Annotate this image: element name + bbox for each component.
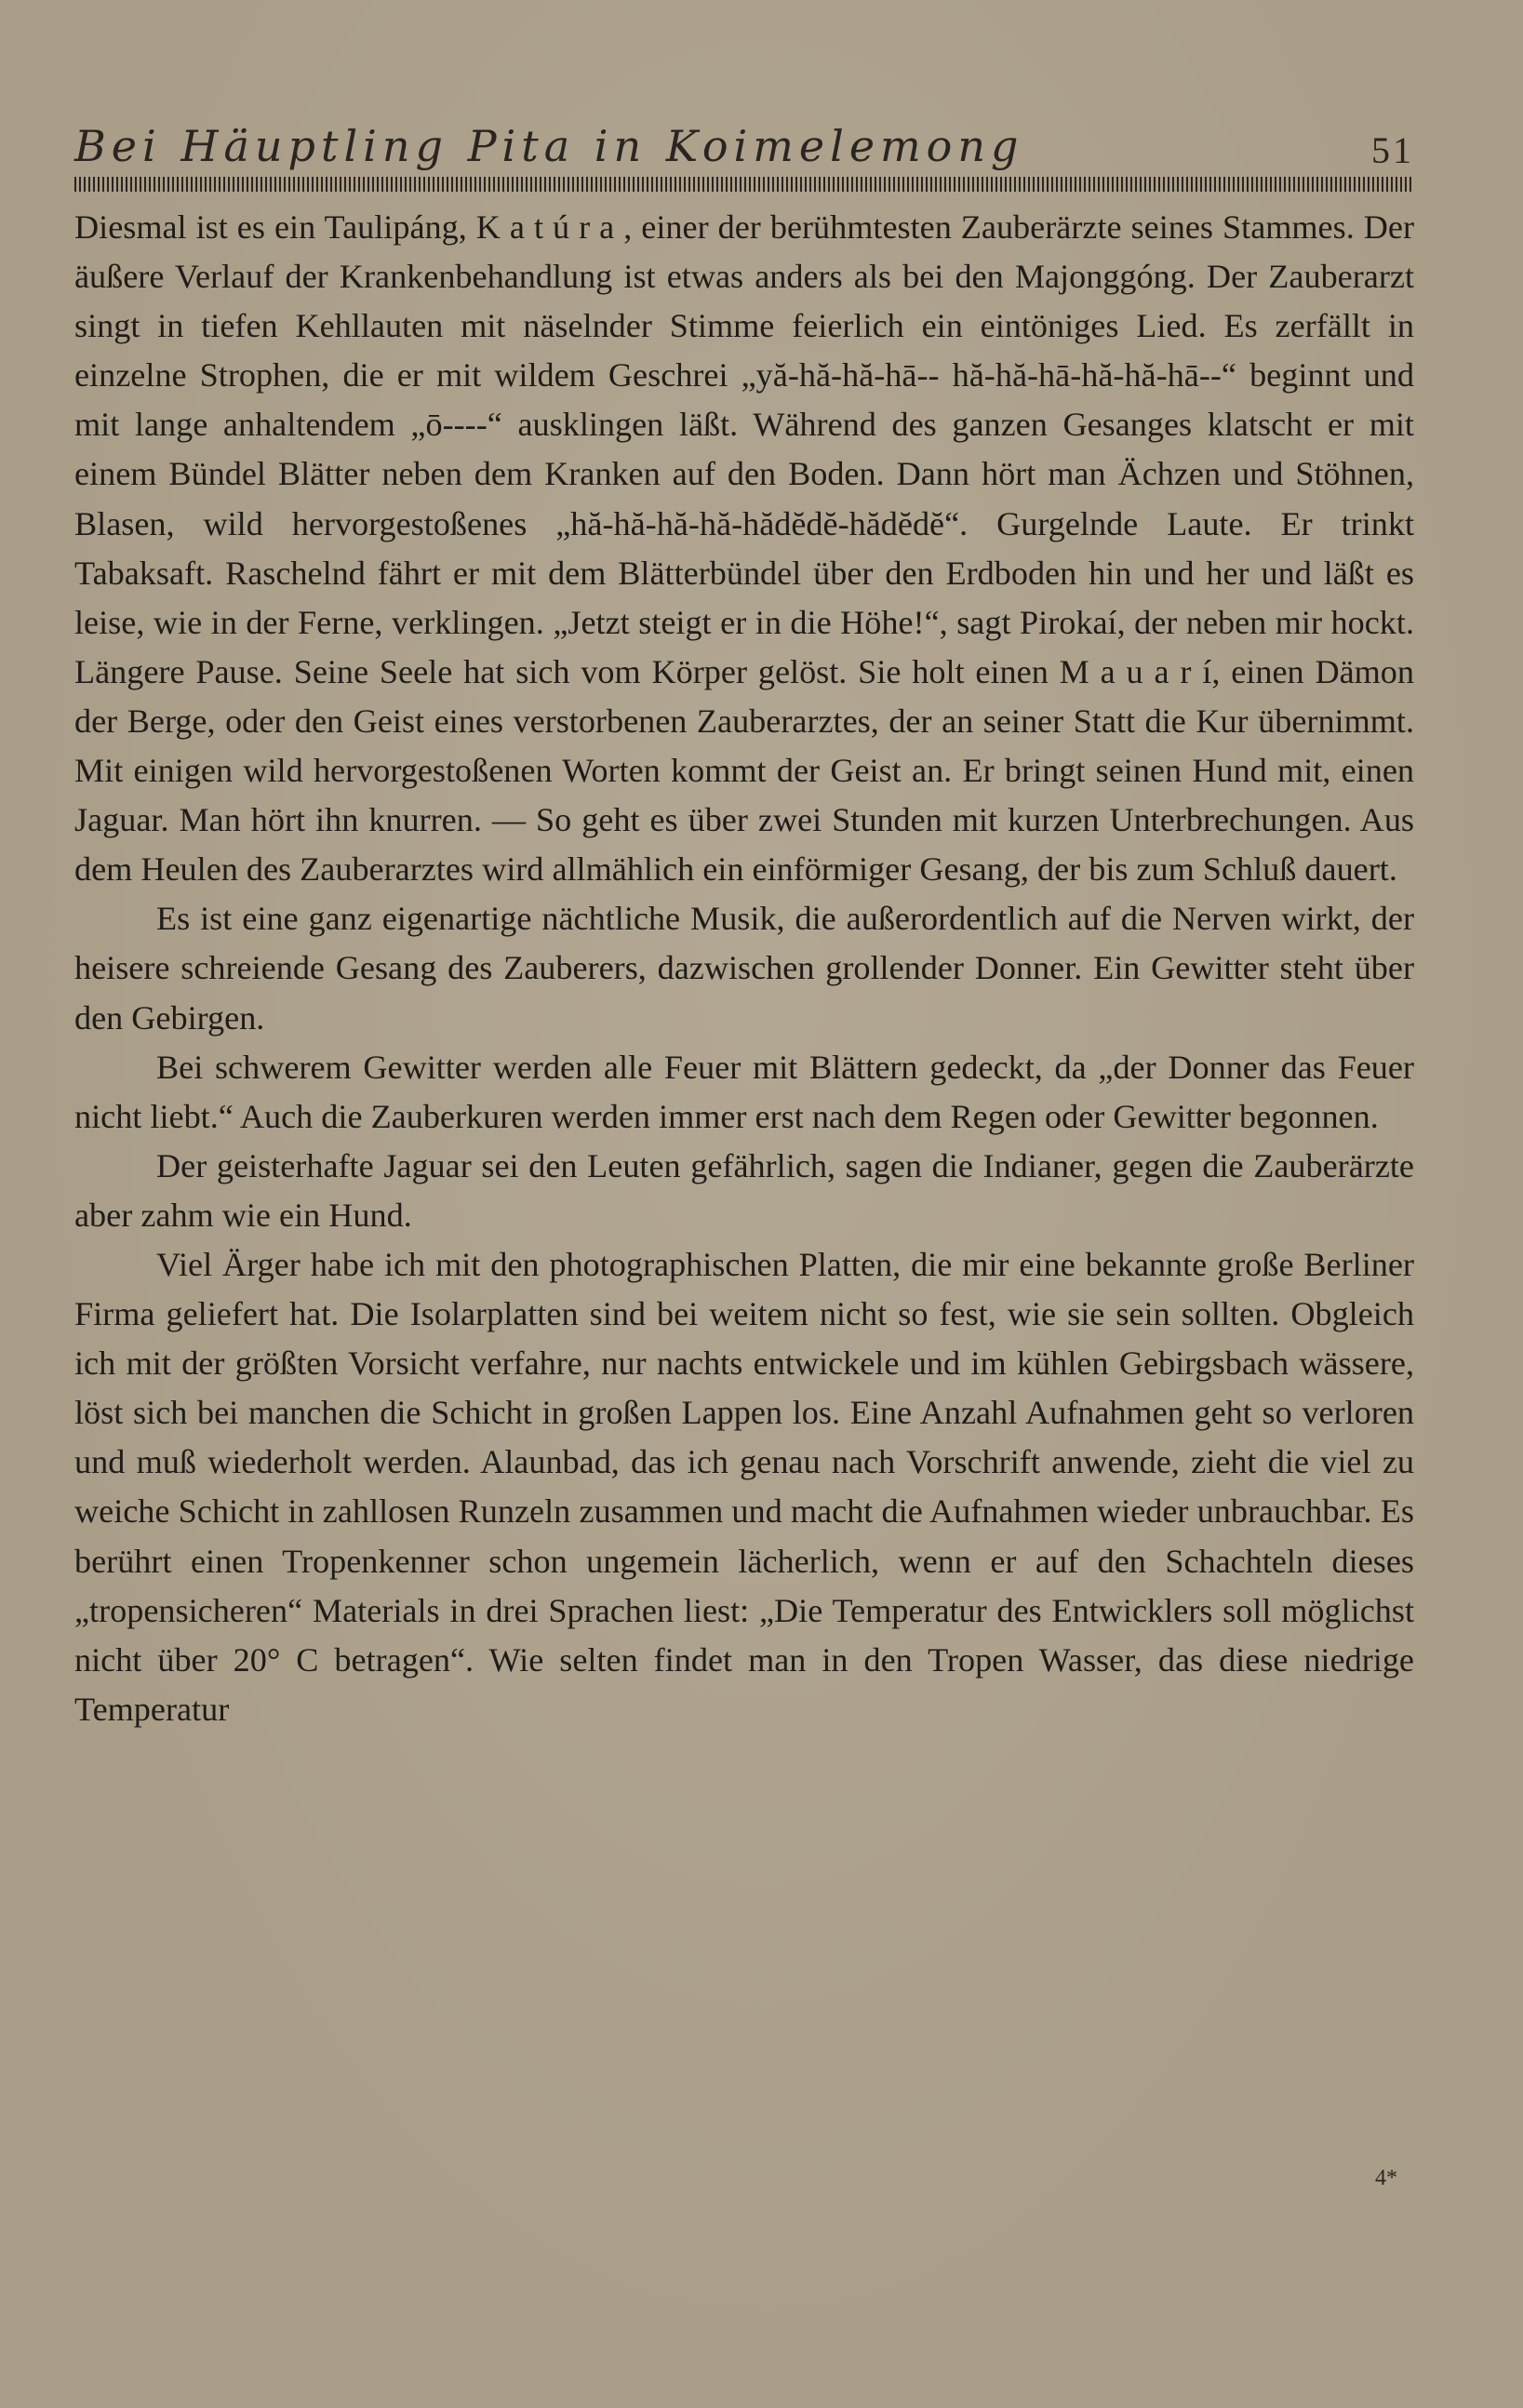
paragraph-5: Viel Ärger habe ich mit den photographischen Platten, die mir eine bekannte große Berliner Firma geliefert hat. Die Isolarplatten sind bei weitem nicht so fest, wie sie sein sollten. Obgleich ich mit der größten Vorsicht verfahre, nur nachts entwickele und im kühlen Gebirgsbach wässere, löst sich bei manchen die Schicht in großen Lappen los. Eine Anzahl Aufnahmen geht so verloren und muß wiederholt werden. Alaunbad, das ich genau nach Vorschrift anwende, zieht die viel zu weiche Schicht in zahllosen Runzeln zusammen und macht die Aufnahmen wieder unbrauchbar. Es berührt einen Tropenkenner schon ungemein lächerlich, wenn er auf den Schachteln dieses „tropensicheren“ Materials in drei Sprachen liest: „Die Temperatur des Entwicklers soll möglichst nicht über 20° C betragen“. Wie selten findet man in den Tropen Wasser, das diese niedrige Temperatur [74,1245,1414,1728]
ornamental-rule [74,177,1414,192]
paragraph-3: Bei schwerem Gewitter werden alle Feuer mit Blättern gedeckt, da „der Donner das Feuer nicht liebt.“ Auch die Zauberkuren werden immer erst nach dem Regen oder Gewitter begonnen. [74,1048,1414,1135]
paragraph-2: Es ist eine ganz eigenartige nächtliche Musik, die außerordentlich auf die Nerven wirkt, der heisere schreiende Gesang des Zauberers, dazwischen grollender Donner. Ein Gewitter steht über den Gebirgen. [74,900,1414,1037]
body-text [74,203,1414,1734]
running-head-title: Bei Häuptling Pita in Koimelemong [74,121,1024,171]
paragraph-1: Diesmal ist es ein Taulipáng, K a t ú r a , einer der berühmtesten Zauberärzte seines Stammes. Der äußere Verlauf der Krankenbehandlung ist etwas anders als bei den Majonggóng. Der Zauberarzt singt in tiefen Kehllauten mit näselnder Stimme feierlich ein eintöniges Lied. Es zerfällt in einzelne Strophen, die er mit wildem Geschrei „yă-hă-hă-hā-- hă-hă-hā-hă-hă-hā--“ beginnt und mit lange anhaltendem „ō----“ ausklingen läßt. Während des ganzen Gesanges klatscht er mit einem Bündel Blätter neben dem Kranken auf den Boden. Dann hört man Ächzen und Stöhnen, Blasen, wild hervorgestoßenes „hă-hă-hă-hă-hădĕdĕ-hădĕdĕ“. Gurgelnde Laute. Er trinkt Tabaksaft. Raschelnd fährt er mit dem Blätterbündel über den Erdboden hin und her und läßt es leise, wie in der Ferne, verklingen. „Jetzt steigt er in die Höhe!“, sagt Pirokaí, der neben mir hockt. Längere Pause. Seine Seele hat sich vom Körper gelöst. Sie holt einen M a u a r í, einen Dämon der Berge, oder den Geist eines verstorbenen Zauberarztes, der an seiner Statt die Kur übernimmt. Mit einigen wild hervorgestoßenen Worten kommt der Geist an. Er bringt seinen Hund mit, einen Jaguar. Man hört ihn knurren. — So geht es über zwei Stunden mit kurzen Unterbrechungen. Aus dem Heulen des Zauberarztes wird allmählich ein einförmiger Gesang, der bis zum Schluß dauert. [74,208,1414,889]
paragraph-4: Der geisterhafte Jaguar sei den Leuten gefährlich, sagen die Indianer, gegen die Zauberärzte aber zahm wie ein Hund. [74,1146,1414,1234]
signature-mark: 4* [1375,2166,1397,2190]
page-number: 51 [1371,129,1414,171]
running-head [74,121,1414,177]
